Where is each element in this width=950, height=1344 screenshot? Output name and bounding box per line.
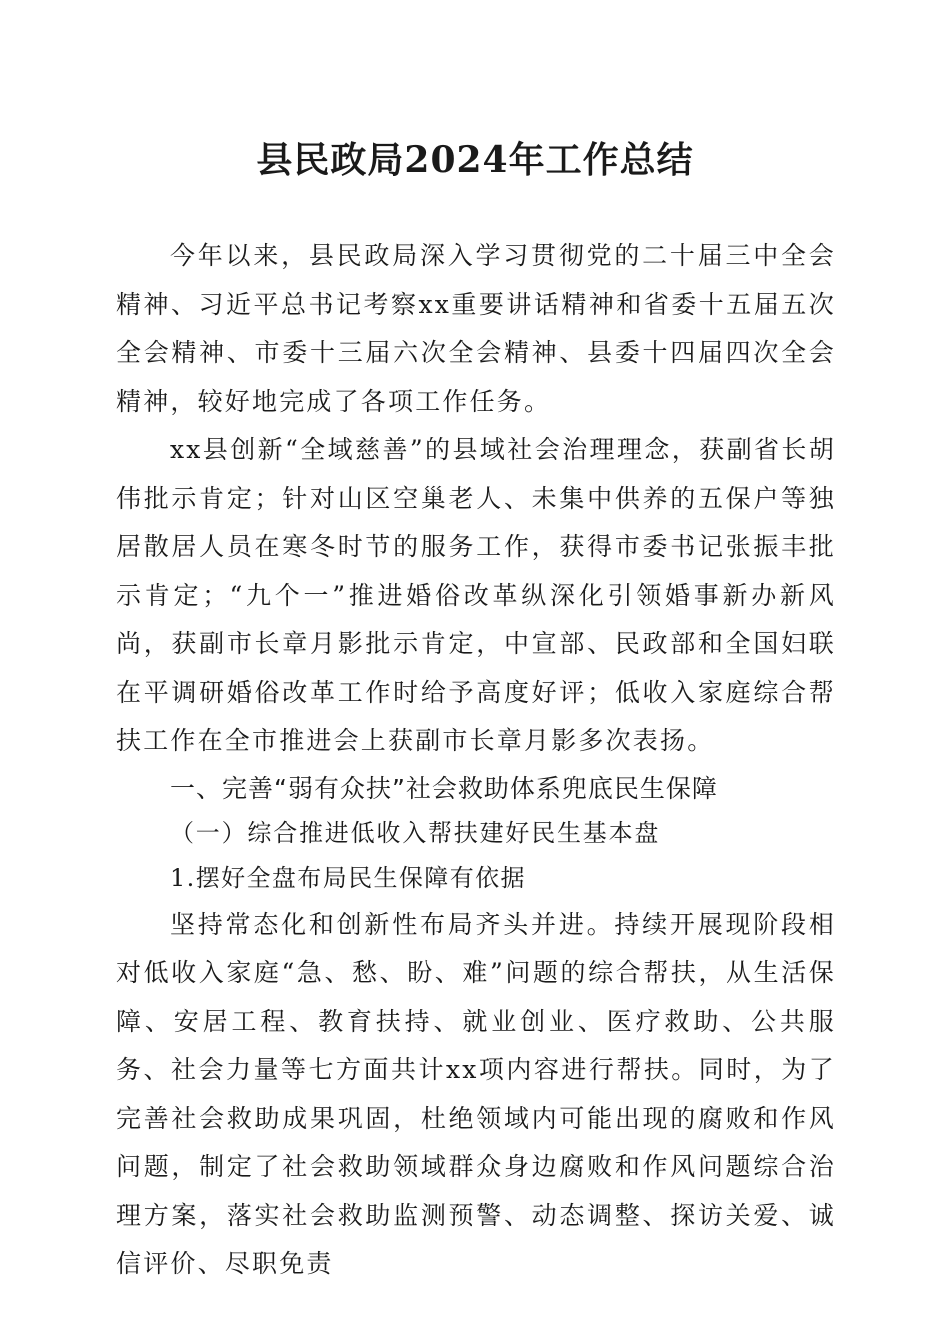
section-heading-level3: 1.摆好全盘布局民生保障有依据	[170, 863, 526, 892]
document-title: 县民政局2024年工作总结	[256, 139, 694, 181]
section-heading-level1: 一、完善“弱有众扶”社会救助体系兜底民生保障	[170, 773, 718, 803]
section-heading-level2: （一）综合推进低收入帮扶建好民生基本盘	[170, 818, 661, 847]
achievements-paragraph: xx县创新“全域慈善”的县域社会治理理念，获副省长胡伟批示肯定；针对山区空巢老人、未集中供养的五保户等独居散居人员在寒冬时节的服务工作，获得市委书记张振丰批示肯定；“九个一”推进婚俗改革纵深化引领婚事新办新风尚，获副市长章月影批示肯定，中宣部、民政部和全国妇联在平调研婚俗改革工作时给予高度好评；低收入家庭综合帮扶工作在全市推进会上获副市长章月影多次表扬。	[116, 435, 836, 755]
section-body-paragraph: 坚持常态化和创新性布局齐头并进。持续开展现阶段相对低收入家庭“急、愁、盼、难”问题的综合帮扶，从生活保障、安居工程、教育扶持、就业创业、医疗救助、公共服务、社会力量等七方面共计xx项内容进行帮扶。同时，为了完善社会救助成果巩固，杜绝领域内可能出现的腐败和作风问题，制定了社会救助领域群众身边腐败和作风问题综合治理方案，落实社会救助监测预警、动态调整、探访关爱、诚信评价、尽职免责	[116, 909, 836, 1278]
document-body	[116, 232, 836, 1289]
intro-paragraph: 今年以来，县民政局深入学习贯彻党的二十届三中全会精神、习近平总书记考察xx重要讲话精神和省委十五届五次全会精神、市委十三届六次全会精神、县委十四届四次全会精神，较好地完成了各项工作任务。	[116, 241, 836, 416]
